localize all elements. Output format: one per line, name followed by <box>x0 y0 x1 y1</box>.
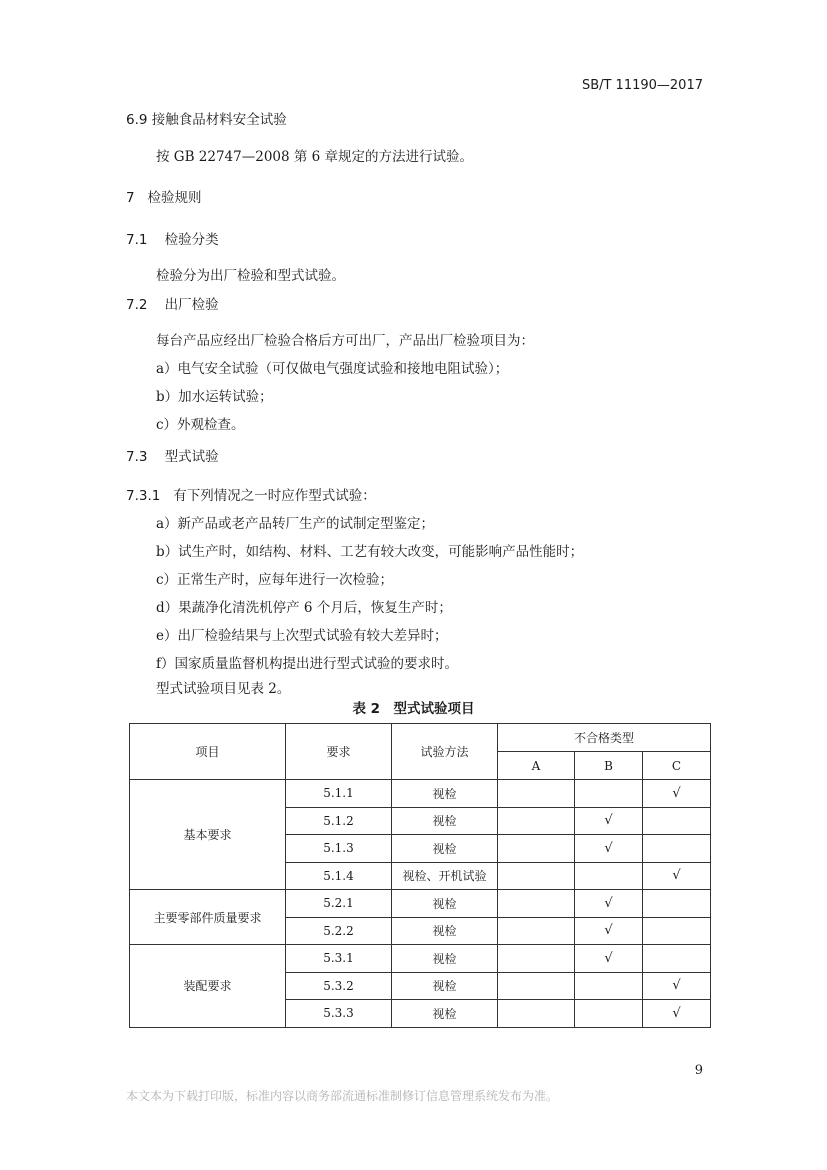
section-7-1-heading <box>126 228 219 248</box>
list-item: e）出厂检验结果与上次型式试验有较大差异时； <box>156 628 448 644</box>
header-c: C <box>643 752 711 780</box>
table-caption: 表 2 型式试验项目 <box>352 701 475 717</box>
type-b-cell: √ <box>575 835 643 863</box>
section-title: 型式试验 <box>164 449 219 465</box>
type-a-cell <box>498 890 575 918</box>
type-b-cell: √ <box>575 917 643 945</box>
header-a: A <box>498 752 575 780</box>
header-requirement: 要求 <box>286 724 392 780</box>
section-title: 出厂检验 <box>164 297 219 313</box>
list-item: d）果蔬净化清洗机停产 6 个月后，恢复生产时； <box>156 600 452 616</box>
requirement-cell: 5.1.3 <box>286 835 392 863</box>
table-row <box>130 780 711 808</box>
type-c-cell <box>643 917 711 945</box>
type-c-cell: √ <box>643 780 711 808</box>
list-item: c）正常生产时，应每年进行一次检验； <box>156 572 394 588</box>
section-7-2-heading <box>126 293 219 313</box>
list-item: a）电气安全试验（可仅做电气强度试验和接地电阻试验）； <box>156 361 509 377</box>
type-test-table <box>129 723 711 1028</box>
section-number: 7.1 <box>126 232 148 248</box>
type-a-cell <box>498 862 575 890</box>
method-cell: 视检 <box>392 1000 498 1028</box>
list-item: a）新产品或老产品转厂生产的试制定型鉴定； <box>156 516 435 532</box>
section-6-9-body: 按 GB 22747—2008 第 6 章规定的方法进行试验。 <box>156 149 474 165</box>
type-b-cell <box>575 862 643 890</box>
type-a-cell <box>498 807 575 835</box>
type-c-cell: √ <box>643 862 711 890</box>
requirement-cell: 5.1.2 <box>286 807 392 835</box>
requirement-cell: 5.1.4 <box>286 862 392 890</box>
section-7-heading <box>126 186 201 206</box>
requirement-cell: 5.1.1 <box>286 780 392 808</box>
section-7-3-heading <box>126 445 219 465</box>
requirement-cell: 5.2.1 <box>286 890 392 918</box>
type-a-cell <box>498 1000 575 1028</box>
group-name: 装配要求 <box>130 945 286 1028</box>
section-number: 6.9 <box>126 112 148 128</box>
header-nonconformity-type: 不合格类型 <box>498 724 711 752</box>
requirement-cell: 5.3.2 <box>286 972 392 1000</box>
type-b-cell: √ <box>575 807 643 835</box>
type-a-cell <box>498 972 575 1000</box>
list-item: b）加水运转试验； <box>156 389 273 405</box>
section-number: 7.3 <box>126 449 148 465</box>
section-title: 检验分类 <box>164 232 219 248</box>
type-c-cell <box>643 807 711 835</box>
header-item: 项目 <box>130 724 286 780</box>
section-7-3-1 <box>126 484 376 504</box>
requirement-cell: 5.3.3 <box>286 1000 392 1028</box>
method-cell: 视检 <box>392 945 498 973</box>
list-item: f）国家质量监督机构提出进行型式试验的要求时。 <box>156 656 458 672</box>
type-b-cell <box>575 780 643 808</box>
section-6-9-heading <box>126 108 287 128</box>
standard-number: SB/T 11190—2017 <box>581 78 703 93</box>
download-disclaimer: 本文本为下载打印版，标准内容以商务部流通标准制修订信息管理系统发布为准。 <box>126 1089 559 1103</box>
type-c-cell: √ <box>643 1000 711 1028</box>
list-item: b）试生产时，如结构、材料、工艺有较大改变，可能影响产品性能时； <box>156 544 584 560</box>
method-cell: 视检、开机试验 <box>392 862 498 890</box>
table-row <box>130 890 711 918</box>
section-number: 7.3.1 <box>126 488 161 504</box>
type-b-cell: √ <box>575 890 643 918</box>
section-title: 检验规则 <box>147 190 202 206</box>
method-cell: 视检 <box>392 890 498 918</box>
requirement-cell: 5.2.2 <box>286 917 392 945</box>
type-c-cell <box>643 835 711 863</box>
section-7-1-body: 检验分为出厂检验和型式试验。 <box>156 268 345 284</box>
section-number: 7 <box>126 190 135 206</box>
type-b-cell <box>575 1000 643 1028</box>
type-a-cell <box>498 780 575 808</box>
group-name: 基本要求 <box>130 780 286 890</box>
group-name: 主要零部件质量要求 <box>130 890 286 945</box>
table-reference: 型式试验项目见表 2。 <box>156 681 291 697</box>
requirement-cell: 5.3.1 <box>286 945 392 973</box>
type-b-cell: √ <box>575 945 643 973</box>
method-cell: 视检 <box>392 972 498 1000</box>
type-a-cell <box>498 917 575 945</box>
type-c-cell <box>643 945 711 973</box>
page-number: 9 <box>694 1063 703 1078</box>
section-title: 接触食品材料安全试验 <box>151 112 287 128</box>
type-c-cell: √ <box>643 972 711 1000</box>
type-c-cell <box>643 890 711 918</box>
section-number: 7.2 <box>126 297 148 313</box>
method-cell: 视检 <box>392 807 498 835</box>
method-cell: 视检 <box>392 835 498 863</box>
method-cell: 视检 <box>392 917 498 945</box>
type-a-cell <box>498 835 575 863</box>
section-7-2-body: 每台产品应经出厂检验合格后方可出厂，产品出厂检验项目为： <box>156 333 534 349</box>
header-method: 试验方法 <box>392 724 498 780</box>
section-body: 有下列情况之一时应作型式试验： <box>173 488 376 504</box>
list-item: c）外观检查。 <box>156 417 245 433</box>
header-b: B <box>575 752 643 780</box>
type-b-cell <box>575 972 643 1000</box>
method-cell: 视检 <box>392 780 498 808</box>
table-row <box>130 945 711 973</box>
type-a-cell <box>498 945 575 973</box>
